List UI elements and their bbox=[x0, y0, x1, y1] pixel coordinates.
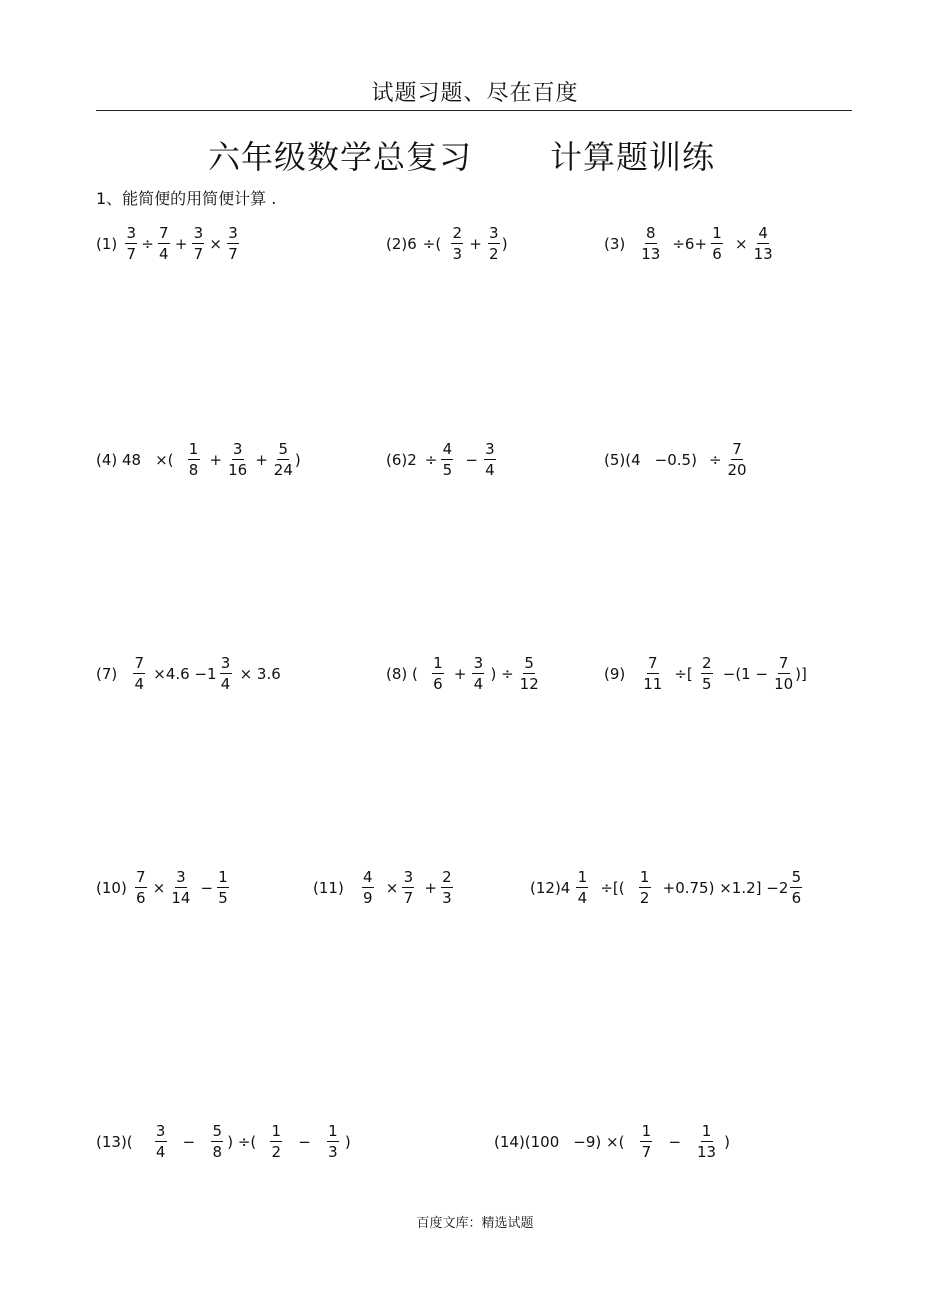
problem-1 bbox=[96, 222, 241, 266]
operator: −0.5) bbox=[654, 451, 697, 469]
problem-4 bbox=[96, 438, 301, 482]
fraction: $\frac{1}{6}$ bbox=[712, 224, 722, 263]
problem-label: (4) 48 bbox=[96, 451, 142, 469]
operator: − bbox=[298, 1133, 311, 1151]
page-footer: 百度文库：精选试题 bbox=[416, 1216, 534, 1231]
operator: + bbox=[209, 451, 223, 469]
fraction: $\frac{7}{6}$ bbox=[136, 868, 146, 907]
fraction: $\frac{5}{12}$ bbox=[519, 654, 539, 693]
problem-9 bbox=[604, 652, 807, 696]
operator: ) bbox=[344, 1133, 351, 1151]
fraction: $\frac{3}{4}$ bbox=[473, 654, 484, 693]
operator: ) bbox=[501, 235, 508, 253]
problem-10 bbox=[96, 866, 231, 910]
operator: −(1 − bbox=[722, 665, 769, 683]
problem-label: (11) bbox=[313, 879, 344, 897]
fraction: $\frac{3}{4}$ bbox=[220, 654, 231, 693]
operator: × bbox=[385, 879, 399, 897]
fraction: $\frac{2}{3}$ bbox=[452, 224, 462, 263]
problem-label: (13)( bbox=[96, 1133, 133, 1151]
problem-label: (5)(4 bbox=[604, 451, 641, 469]
operator: ) bbox=[724, 1133, 730, 1151]
operator: × bbox=[209, 235, 222, 253]
section-heading: 1、能简便的用简便计算 . bbox=[96, 189, 277, 208]
operator: ÷ bbox=[141, 235, 154, 253]
operator: − bbox=[200, 879, 214, 897]
page-title-left: 六年级数学总复习 bbox=[208, 138, 473, 176]
problem-11 bbox=[313, 866, 455, 910]
fraction: $\frac{3}{2}$ bbox=[489, 224, 499, 263]
fraction: $\frac{3}{7}$ bbox=[228, 224, 238, 263]
operator: ÷6+ bbox=[672, 235, 708, 253]
operator: ×( bbox=[155, 451, 174, 469]
operator: ÷[( bbox=[600, 879, 625, 897]
problem-14 bbox=[494, 1120, 730, 1164]
problem-12 bbox=[530, 866, 804, 910]
fraction: $\frac{3}{4}$ bbox=[155, 1122, 166, 1161]
operator: − bbox=[668, 1133, 682, 1151]
problem-6 bbox=[386, 438, 498, 482]
fraction: $\frac{4}{9}$ bbox=[363, 868, 373, 907]
operator: + bbox=[453, 665, 467, 683]
problem-2 bbox=[386, 222, 508, 266]
operator: × bbox=[152, 879, 166, 897]
fraction: $\frac{5}{24}$ bbox=[273, 440, 293, 479]
fraction: $\frac{7}{4}$ bbox=[134, 654, 145, 693]
problem-label: (14)(100 bbox=[494, 1133, 560, 1151]
problem-3 bbox=[604, 222, 775, 266]
fraction: $\frac{1}{8}$ bbox=[188, 440, 199, 479]
operator: ÷ bbox=[708, 451, 722, 469]
fraction: $\frac{1}{3}$ bbox=[328, 1122, 338, 1161]
problem-label: (6)2 bbox=[386, 451, 417, 469]
fraction: $\frac{7}{20}$ bbox=[727, 440, 747, 479]
operator: × 3.6 bbox=[239, 665, 281, 683]
fraction: $\frac{3}{7}$ bbox=[193, 224, 204, 263]
fraction: $\frac{2}{3}$ bbox=[442, 868, 452, 907]
header-rule bbox=[96, 110, 852, 111]
operator: ) bbox=[294, 451, 301, 469]
fraction: $\frac{3}{14}$ bbox=[171, 868, 191, 907]
fraction: $\frac{7}{11}$ bbox=[643, 654, 663, 693]
problem-label: (2)6 bbox=[386, 235, 417, 253]
fraction: $\frac{1}{13}$ bbox=[697, 1122, 717, 1161]
operator: ÷ bbox=[424, 451, 438, 469]
operator: +0.75) ×1.2] −2 bbox=[662, 879, 789, 897]
operator: + bbox=[174, 235, 188, 253]
operator: + bbox=[469, 235, 482, 253]
fraction: $\frac{8}{13}$ bbox=[641, 224, 661, 263]
fraction: $\frac{1}{4}$ bbox=[577, 868, 588, 907]
operator: + bbox=[255, 451, 268, 469]
problem-5 bbox=[604, 438, 749, 482]
operator: + bbox=[424, 879, 437, 897]
fraction: $\frac{1}{2}$ bbox=[271, 1122, 282, 1161]
fraction: $\frac{1}{7}$ bbox=[641, 1122, 652, 1161]
fraction: $\frac{1}{2}$ bbox=[639, 868, 650, 907]
problem-label: (7) bbox=[96, 665, 118, 683]
problem-label: (12)4 bbox=[530, 879, 571, 897]
operator: ÷( bbox=[422, 235, 442, 253]
operator: )] bbox=[795, 665, 807, 683]
fraction: $\frac{4}{13}$ bbox=[753, 224, 773, 263]
operator: ×4.6 −1 bbox=[153, 665, 217, 683]
operator: −9) ×( bbox=[573, 1133, 625, 1151]
problem-label: (10) bbox=[96, 879, 127, 897]
page-title-right: 计算题训练 bbox=[550, 138, 716, 176]
fraction: $\frac{2}{5}$ bbox=[701, 654, 712, 693]
fraction: $\frac{3}{4}$ bbox=[485, 440, 495, 479]
fraction: $\frac{1}{6}$ bbox=[433, 654, 443, 693]
problem-7 bbox=[96, 652, 281, 696]
operator: × bbox=[735, 235, 748, 253]
page-header: 试题习题、尽在百度 bbox=[371, 81, 579, 106]
problem-13 bbox=[96, 1120, 351, 1164]
problem-label: (8) ( bbox=[386, 665, 418, 683]
problem-label: (1) bbox=[96, 235, 118, 253]
fraction: $\frac{7}{4}$ bbox=[159, 224, 169, 263]
fraction: $\frac{3}{7}$ bbox=[403, 868, 414, 907]
fraction: $\frac{3}{16}$ bbox=[228, 440, 248, 479]
problem-label: (3) bbox=[604, 235, 626, 253]
fraction: $\frac{1}{5}$ bbox=[218, 868, 228, 907]
fraction: $\frac{5}{8}$ bbox=[212, 1122, 222, 1161]
fraction: $\frac{5}{6}$ bbox=[791, 868, 802, 907]
operator: ) ÷( bbox=[227, 1133, 257, 1151]
operator: ) ÷ bbox=[490, 665, 514, 683]
problem-label: (9) bbox=[604, 665, 626, 683]
operator: − bbox=[182, 1133, 196, 1151]
fraction: $\frac{7}{10}$ bbox=[774, 654, 794, 693]
operator: ÷[ bbox=[674, 665, 693, 683]
fraction: $\frac{4}{5}$ bbox=[442, 440, 453, 479]
fraction: $\frac{3}{7}$ bbox=[126, 224, 137, 263]
operator: − bbox=[465, 451, 478, 469]
problem-8 bbox=[386, 652, 541, 696]
